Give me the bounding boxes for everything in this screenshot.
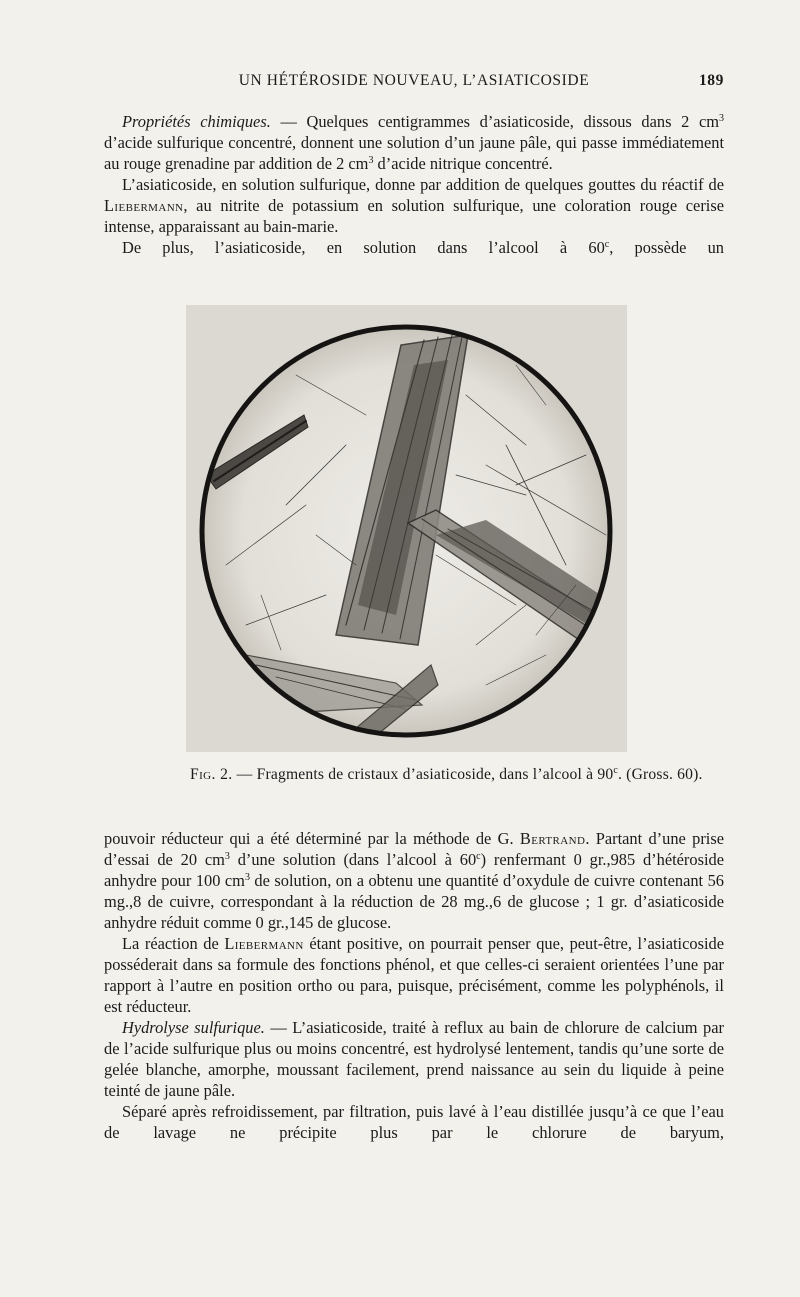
author-name: Bertrand bbox=[519, 829, 586, 848]
paragraph-text: d’acide nitrique concentré. bbox=[373, 154, 553, 173]
author-name: Liebermann bbox=[224, 934, 304, 953]
crystal-micrograph bbox=[186, 305, 627, 752]
paragraph-text: L’asiaticoside, en solution sulfurique, donne par addition de quelques gouttes du réactif de bbox=[122, 175, 724, 194]
paragraph-text: pouvoir réducteur qui a été déterminé par la méthode de G. bbox=[104, 829, 520, 848]
superscript: 3 bbox=[719, 113, 724, 124]
paragraph-text: ) renfermant 0 gr.,985 d’hétéroside anhydre pour 100 cm bbox=[104, 850, 724, 890]
paragraph-text: — Quelques centigrammes d’asiaticoside, dissous dans 2 cm bbox=[270, 112, 719, 131]
superscript: c bbox=[613, 765, 618, 776]
paragraph-reducing-power bbox=[104, 828, 724, 933]
text-block-top bbox=[104, 111, 724, 258]
paragraph-text: , possède un bbox=[609, 238, 724, 257]
caption-text: — Fragments de cristaux d’asiaticoside, dans l’alcool à 90 bbox=[232, 766, 614, 783]
paragraph-chemical-properties bbox=[104, 111, 724, 174]
paragraph-text: de solution, on a obtenu une quantité d’oxydule de cuivre contenant 56 mg.,8 de cuivre, correspondant à la réduction de 28 mg.,6 de glucose ; 1 gr. d’asiaticoside anhydre réduit comme 0 gr.,145 de glucose. bbox=[104, 871, 724, 932]
paragraph-reducing-power-start bbox=[104, 237, 724, 258]
superscript: 3 bbox=[244, 872, 250, 883]
section-heading-chemical-properties: Propriétés chimiques. bbox=[122, 112, 271, 131]
paragraph-text: d’une solution (dans l’alcool à 60 bbox=[229, 850, 477, 869]
superscript: 3 bbox=[224, 851, 230, 862]
section-heading-hydrolysis: Hydrolyse sulfurique. bbox=[122, 1018, 265, 1037]
text-block-bottom bbox=[104, 828, 724, 1143]
paragraph-text: , au nitrite de potassium en solution sulfurique, une coloration rouge cerise intense, apparaissant au bain-marie. bbox=[104, 196, 724, 236]
paragraph-text: — L’asiaticoside, traité à reflux au bain de chlorure de calcium par de l’acide sulfurique plus ou moins concentré, est hydrolysé lentement, tandis qu’une sorte de gelée blanche, amorphe, moussant facilement, prend naissance au sein du liquide à peine teinté de jaune pâle. bbox=[104, 1018, 724, 1100]
running-title: UN HÉTÉROSIDE NOUVEAU, L’ASIATICOSIDE bbox=[238, 72, 590, 89]
paragraph-text: De plus, l’asiaticoside, en solution dans l’alcool à 60 bbox=[122, 238, 605, 257]
running-header bbox=[104, 72, 724, 94]
superscript: c bbox=[604, 239, 610, 250]
figure-caption bbox=[190, 766, 750, 784]
paragraph-separation bbox=[104, 1101, 724, 1143]
superscript: 3 bbox=[368, 155, 374, 166]
paragraph-sulfuric-hydrolysis bbox=[104, 1017, 724, 1101]
superscript: c bbox=[476, 851, 481, 862]
page-number: 189 bbox=[698, 72, 724, 89]
paragraph-text: . Partant d’une prise d’essai de 20 cm bbox=[104, 829, 724, 869]
caption-scale: . (Gross. 60). bbox=[617, 766, 703, 783]
paragraph-phenol-hypothesis bbox=[104, 933, 724, 1017]
paragraph-text: étant positive, on pourrait penser que, peut-être, l’asiaticoside posséderait dans sa formule des fonctions phénol, et que celles-ci seraient orientées l’une par rapport à l’autre en position ortho ou para, puisque, précisément, comme les polyphénols, il est réducteur. bbox=[104, 934, 724, 1016]
author-name: Liebermann bbox=[104, 196, 184, 215]
figure-label: Fig. 2. bbox=[190, 766, 233, 783]
paragraph-text: La réaction de bbox=[122, 934, 225, 953]
paragraph-liebermann-reaction bbox=[104, 174, 724, 237]
micrograph-figure bbox=[186, 305, 627, 752]
paragraph-text: Séparé après refroidissement, par filtration, puis lavé à l’eau distillée jusqu’à ce que l’eau de lavage ne précipite plus par le chlorure de baryum, bbox=[104, 1102, 724, 1142]
paragraph-text: d’acide sulfurique concentré, donnent une solution d’un jaune pâle, qui passe immédiatement au rouge grenadine par addition de 2 cm bbox=[104, 133, 724, 173]
